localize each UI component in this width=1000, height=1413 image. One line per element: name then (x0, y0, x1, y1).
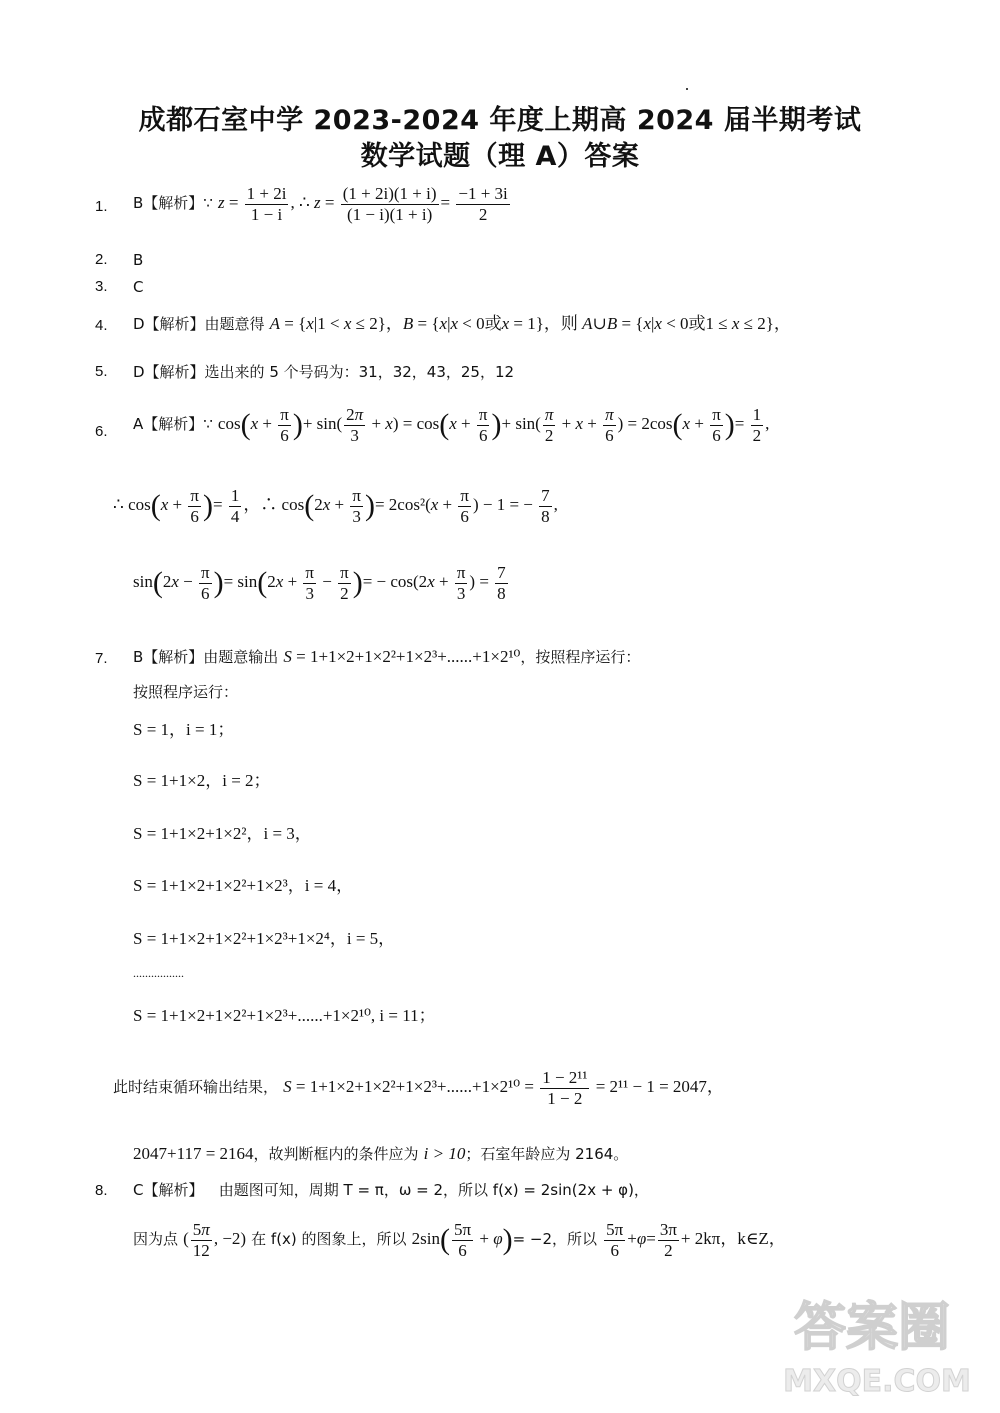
item-number: 6. (95, 423, 108, 440)
step-line: S = 1+1×2，i = 2； (133, 771, 271, 790)
item-number: 8. (95, 1182, 108, 1199)
item-number: 4. (95, 317, 108, 334)
item-6-label: A【解析】∵ (133, 414, 213, 433)
item-8-text-a: 因为点 (133, 1229, 179, 1248)
item-8-text-b: 在 f(x) 的图象上，所以 (251, 1229, 407, 1248)
item-7-line-1: B【解析】由题意输出 S = 1+1×2+1×2²+1×2³+......+1×2¹⁰，按照程序运行： (133, 647, 641, 666)
step-line: S = 1+1×2+1×2²+1×2³+......+1×2¹⁰, i = 11； (133, 1006, 436, 1025)
svg-text:答案圈: 答案圈 (793, 1298, 951, 1358)
item-6-line-1: A【解析】∵ cos(x + $\frac{\pi}{6}$ )+ sin( $\frac{2\pi}{3}$ + x) = cos(x + $\frac{\pi}{6}$ )+ sin( $\frac{\pi}{2}$ + x + $\frac{\pi}{6}$ ) = 2cos(x + $\frac{\pi}{6}$ )= $\frac{1}{2}$ , (133, 405, 770, 445)
svg-text:MXQE.COM: MXQE.COM (783, 1364, 971, 1399)
item-7-final (133, 1144, 628, 1164)
stray-dot (686, 88, 688, 90)
step-line: S = 1+1×2+1×2²+1×2³+1×2⁴，i = 5， (133, 929, 396, 948)
item-8-text: 由题图可知，周期 T = π，ω = 2，所以 f(x) = 2sin(2x + φ)， (218, 1181, 649, 1199)
final-text: ，故判断框内的条件应为 (253, 1145, 419, 1163)
step-line: S = 1+1×2+1×2²，i = 3， (133, 824, 312, 843)
item-1-formula: z = $\frac{1 + 2i}{1 - i}$ , ∴ z = $\frac{(1 + 2i)(1 + i)}{(1 - i)(1 + i)}$ = $\frac{-1 + 3i}{2}$ (217, 184, 508, 224)
item-7-tail: ，按照程序运行： (520, 648, 641, 666)
item-4-formula: A = {x|1 < x ≤ 2}，B = {x|x < 0或x = 1}，则 A∪B = {x|x < 0或1 ≤ x ≤ 2}， (269, 314, 791, 333)
page-subtitle: 数学试题（理 A）答案 (360, 141, 640, 172)
watermark-logo (772, 1283, 982, 1403)
result-label: 此时结束循环输出结果， (113, 1077, 279, 1096)
item-6-line-2: ∴ cos(x + $\frac{\pi}{6}$ )= $\frac{1}{4}$ ，∴ cos(2x + $\frac{\pi}{3}$ )= 2cos²(x + $\frac{\pi}{6}$ ) − 1 = − $\frac{7}{8}$ , (113, 486, 558, 526)
final-tail: ；石室年龄应为 2164。 (465, 1145, 629, 1163)
item-8-line-1 (133, 1180, 649, 1199)
item-7-subhead: 按照程序运行： (133, 683, 239, 701)
item-1 (133, 184, 512, 224)
item-8-text-d: + 2kπ，k∈Z， (680, 1228, 786, 1248)
step-line: S = 1，i = 1； (133, 720, 235, 739)
item-7-result: 此时结束循环输出结果， S = 1+1×2+1×2²+1×2³+......+1×2¹⁰ = $\frac{\text{1 − 2¹¹}}{1 - 2}$ = 2¹¹ − 1 = 2047， (113, 1068, 724, 1108)
item-number: 5. (95, 363, 108, 380)
item-4-label: D【解析】由题意得 (133, 315, 265, 333)
item-2-answer: B (133, 251, 144, 269)
item-6-line-3: sin(2x − $\frac{\pi}{6}$ )= sin(2x + $\frac{\pi}{3}$ − $\frac{\pi}{2}$ )= − cos(2x + $\frac{\pi}{3}$ ) = $\frac{7}{8}$ (133, 563, 506, 603)
item-5-text: D【解析】选出来的 5 个号码为：31，32，43，25，12 (133, 363, 515, 381)
item-1-label: B【解析】∵ (133, 193, 213, 212)
item-8-text-c: = −2，所以 (512, 1229, 598, 1248)
item-8-line-2: 因为点 ( $\frac{5\pi}{12}$ , −2) 在 f(x) 的图象上，所以 2sin( $\frac{5\pi}{6}$ + φ)= −2，所以 $\frac{5\pi}{6}$ +φ= $\frac{3\pi}{2}$ + 2kπ，k∈Z， (133, 1220, 786, 1260)
ellipsis-line: ................. (133, 966, 184, 980)
step-line: S = 1+1×2+1×2²+1×2³，i = 4， (133, 876, 354, 895)
item-number: 2. (95, 251, 108, 268)
final-condition: i > 10 (423, 1144, 466, 1163)
item-4 (133, 314, 791, 334)
item-number: 1. (95, 198, 108, 215)
item-3-answer: C (133, 278, 144, 296)
page-title: 成都石室中学 2023-2024 年度上期高 2024 届半期考试 (138, 105, 862, 136)
item-number: 7. (95, 650, 108, 667)
item-8-label: C【解析】 (133, 1181, 204, 1199)
item-7-label: B【解析】由题意输出 (133, 648, 279, 666)
final-formula: 2047+117 = 2164 (133, 1144, 254, 1163)
item-number: 3. (95, 278, 108, 295)
